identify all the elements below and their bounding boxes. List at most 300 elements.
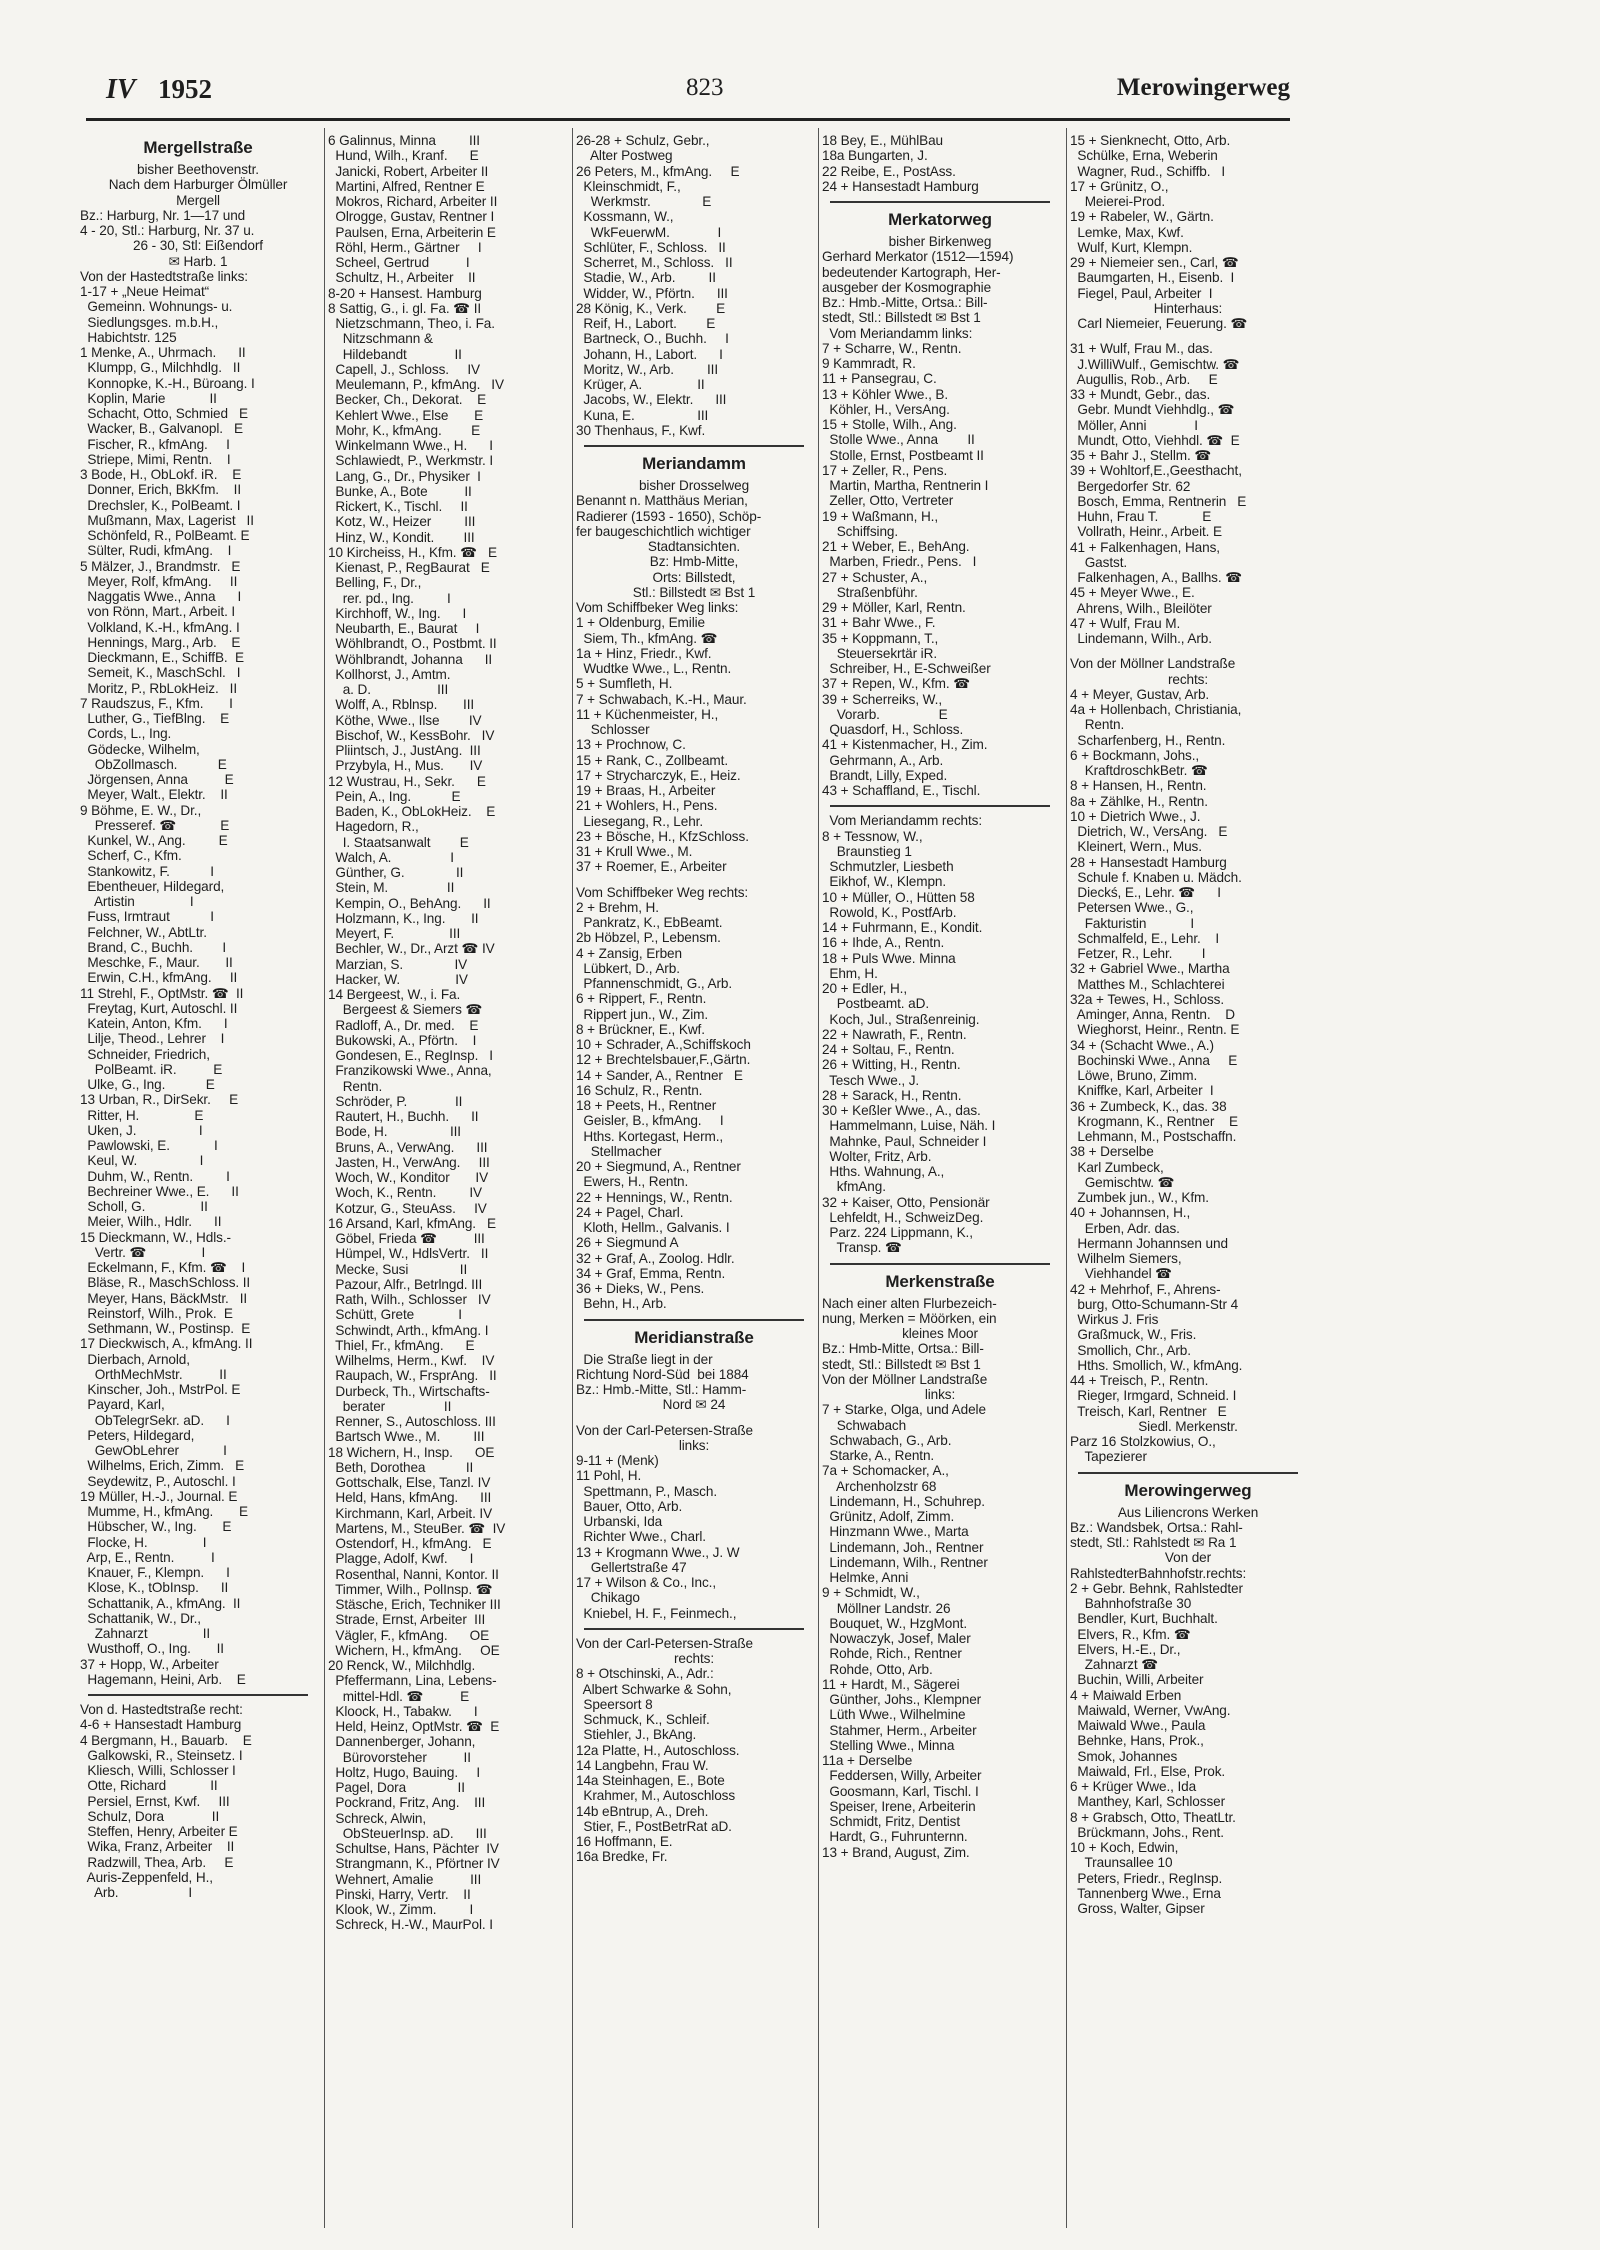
directory-entry: Pankratz, K., EbBeamt. — [576, 915, 723, 930]
directory-entry: 5 Mälzer, J., Brandmstr. E — [80, 558, 241, 574]
directory-entry: Belling, F., Dr., — [328, 575, 422, 591]
directory-entry: Vom Meriandamm rechts: — [822, 813, 983, 829]
directory-entry: Jörgensen, Anna E — [80, 772, 234, 787]
directory-entry: 10 + Koch, Edwin, — [1070, 1840, 1179, 1855]
directory-entry: Tesch Wwe., J. — [822, 1072, 920, 1088]
directory-entry: Woch, K., Rentn. IV — [328, 1185, 482, 1201]
column-2 — [328, 133, 564, 2223]
directory-entry: Postbeamt. aD. — [822, 996, 929, 1012]
spacer — [576, 875, 812, 885]
directory-entry: Stadie, W., Arb. II — [576, 270, 716, 286]
directory-entry: Falkenhagen, A., Ballhs. ☎ — [1070, 570, 1243, 585]
directory-entry: Lehfeldt, H., SchweizDeg. — [822, 1209, 984, 1225]
directory-entry: Fakturistin I — [1070, 915, 1195, 931]
directory-entry: Richtung Nord-Süd bei 1884 — [576, 1366, 749, 1382]
directory-entry: 7 Raudszus, F., Kfm. I — [80, 695, 233, 711]
directory-entry: Schneider, Friedrich, — [80, 1046, 210, 1062]
section-divider — [584, 1628, 804, 1630]
directory-entry: Chikago — [576, 1590, 640, 1606]
street-note: ✉ Harb. 1 — [168, 253, 228, 269]
directory-entry: Behnke, Hans, Prok., — [1070, 1733, 1204, 1749]
directory-entry: Klook, W., Zimm. I — [328, 1902, 474, 1917]
directory-entry: 19 + Rabeler, W., Gärtn. — [1070, 209, 1214, 225]
directory-entry: Schlüter, F., Schloss. II — [576, 239, 726, 255]
directory-entry: 7a + Schomacker, A., — [822, 1463, 949, 1479]
directory-entry: stedt, Stl.: Billstedt ✉ Bst 1 — [822, 310, 981, 326]
directory-entry: Radierer (1593 - 1650), Schöp- — [576, 508, 762, 524]
directory-entry: Bergedorfer Str. 62 — [1070, 478, 1191, 494]
directory-entry: Bouquet, W., HzgMont. — [822, 1615, 968, 1631]
directory-entry: Baden, K., ObLokHeiz. E — [328, 804, 496, 819]
directory-entry: Kempin, O., BehAng. II — [328, 895, 491, 911]
directory-entry: Zahnarzt II — [80, 1626, 211, 1641]
directory-entry: 28 König, K., Verk. E — [576, 300, 726, 316]
directory-entry: Steuersekrtär iR. — [822, 645, 937, 661]
directory-entry: 39 + Scherreiks, W., — [822, 691, 943, 707]
directory-entry: Rowold, K., PostfArb. — [822, 904, 957, 920]
directory-entry: Bahnhofstraße 30 — [1070, 1596, 1192, 1611]
directory-entry: Geisler, B., kfmAng. I — [576, 1113, 724, 1129]
directory-entry: Schmalfeld, E., Lehr. I — [1070, 930, 1220, 946]
directory-entry: 36 + Dieks, W., Pens. — [576, 1281, 705, 1296]
directory-entry: Braunstieg 1 — [822, 843, 912, 859]
directory-entry: PolBeamt. iR. E — [80, 1061, 223, 1077]
directory-entry: Vollrath, Heinr., Arbeit. E — [1070, 524, 1222, 540]
directory-entry: 10 + Müller, O., Hütten 58 — [822, 889, 975, 905]
directory-entry: Maiwald, Werner, VwAng. — [1070, 1702, 1231, 1718]
directory-entry: Hammelmann, Luise, Näh. I — [822, 1118, 996, 1134]
directory-entry: Rautert, H., Buchh. II — [328, 1109, 479, 1124]
directory-entry: 13 + Brand, August, Zim. — [822, 1844, 970, 1860]
directory-entry: Krahmer, M., Autoschloss — [576, 1788, 736, 1804]
directory-entry: 16a Bredke, Fr. — [576, 1849, 668, 1865]
directory-entry: Becker, Ch., Dekorat. E — [328, 392, 487, 408]
directory-entry: Strangmann, K., Pförtner IV — [328, 1856, 500, 1872]
directory-entry: Konnopke, K.-H., Büroang. I — [80, 375, 255, 391]
directory-entry: 4 + Meyer, Gustav, Arb. — [1070, 686, 1210, 702]
directory-entry: Speersort 8 — [576, 1696, 653, 1712]
directory-entry: 6 Galinnus, Minna III — [328, 133, 480, 148]
directory-entry: 30 Thenhaus, F., Kwf. — [576, 422, 706, 438]
directory-entry: Bunke, A., Bote II — [328, 483, 472, 499]
directory-entry: Straßenbführ. — [822, 584, 918, 600]
directory-entry: Köthe, Wwe., Ilse IV — [328, 712, 482, 728]
directory-entry: 41 + Falkenhagen, Hans, — [1070, 539, 1220, 555]
street-heading: Merkatorweg — [888, 210, 992, 229]
directory-entry: Peters, Hildegard, — [80, 1427, 195, 1443]
directory-entry: Bz.: Harburg, Nr. 1—17 und — [80, 207, 246, 223]
directory-entry: Wolter, Fritz, Arb. — [822, 1148, 932, 1164]
directory-entry: 13 + Köhler Wwe., B. — [822, 386, 949, 402]
directory-entry: Maiwald, Frl., Else, Prok. — [1070, 1763, 1226, 1779]
directory-entry: Wirkus J. Fris — [1070, 1312, 1159, 1327]
directory-entry: Gellertstraße 47 — [576, 1559, 687, 1575]
directory-entry: 1a + Hinz, Friedr., Kwf. — [576, 645, 712, 661]
directory-entry: Starke, A., Rentn. — [822, 1448, 935, 1463]
street-note: Von der — [1164, 1550, 1212, 1566]
directory-entry: Rohde, Otto, Arb. — [822, 1661, 933, 1677]
directory-entry: Speiser, Irene, Arbeiterin — [822, 1798, 976, 1814]
directory-entry: Bosch, Emma, Rentnerin E — [1070, 493, 1247, 509]
directory-entry: 35 + Koppmann, T., — [822, 630, 939, 646]
column-divider — [818, 128, 819, 2228]
directory-entry: Lindemann, Joh., Rentner — [822, 1539, 984, 1555]
spacer — [1070, 331, 1306, 341]
directory-entry: Gerhard Merkator (1512—1594) — [822, 249, 1014, 265]
directory-entry: 32 + Graf, A., Zoolog. Hdlr. — [576, 1250, 735, 1266]
column-1 — [80, 133, 316, 2223]
directory-entry: 42 + Mehrhof, F., Ahrens- — [1070, 1281, 1221, 1297]
directory-entry: 19 + Braas, H., Arbeiter — [576, 783, 716, 798]
directory-entry: 24 + Hansestadt Hamburg — [822, 178, 979, 194]
directory-entry: Uken, J. I — [80, 1122, 203, 1138]
directory-entry: Mahnke, Paul, Schneider I — [822, 1133, 987, 1149]
directory-entry: Bartsch Wwe., M. III — [328, 1429, 485, 1445]
directory-entry: Goosmann, Karl, Tischl. I — [822, 1783, 979, 1799]
directory-entry: Wudtke Wwe., L., Rentn. — [576, 661, 732, 676]
street-note: Stl.: Billstedt ✉ Bst 1 — [632, 584, 756, 600]
street-note: Siedl. Merkenstr. — [1138, 1418, 1238, 1434]
directory-entry: Koch, Jul., Straßenreinig. — [822, 1011, 980, 1027]
directory-entry: Kienast, P., RegBaurat E — [328, 560, 490, 575]
directory-entry: Gehrmann, A., Arb. — [822, 752, 944, 768]
street-note: Orts: Billstedt, — [652, 569, 736, 585]
directory-entry: 16 Arsand, Karl, kfmAng. E — [328, 1215, 496, 1231]
directory-entry: Schattanik, A., kfmAng. II — [80, 1595, 241, 1611]
directory-entry: Meyer, Hans, BäckMstr. II — [80, 1290, 248, 1306]
directory-entry: Martini, Alfred, Rentner E — [328, 178, 485, 194]
street-note: kleines Moor — [902, 1326, 978, 1341]
directory-entry: 21 + Wohlers, H., Pens. — [576, 798, 718, 814]
directory-entry: Bischof, W., KessBohr. IV — [328, 727, 495, 743]
directory-entry: Schröder, P. II — [328, 1093, 463, 1109]
street-note: rechts: — [1167, 671, 1209, 687]
directory-entry: Renner, S., Autoschloss. III — [328, 1414, 496, 1429]
directory-entry: 17 + Strycharczyk, E., Heiz. — [576, 767, 741, 783]
directory-entry: Moritz, W., Arb. III — [576, 361, 719, 377]
directory-entry: 17 + Wilson & Co., Inc., — [576, 1575, 717, 1590]
directory-entry: Kniffke, Karl, Arbeiter I — [1070, 1083, 1214, 1099]
directory-entry: 43 + Schaffland, E., Tischl. — [822, 783, 981, 798]
directory-entry: Knauer, F., Klempn. I — [80, 1565, 230, 1580]
directory-entry: Mumme, H., kfmAng. E — [80, 1504, 248, 1519]
directory-entry: Stäsche, Erich, Techniker III — [328, 1597, 501, 1612]
directory-entry: Hümpel, W., HdlsVertr. II — [328, 1246, 489, 1262]
directory-entry: 45 + Meyer Wwe., E. — [1070, 585, 1195, 601]
directory-entry: Matthes M., Schlachterei — [1070, 976, 1225, 992]
directory-entry: 7 + Scharre, W., Rentn. — [822, 340, 962, 356]
directory-entry: 20 + Siegmund, A., Rentner — [576, 1159, 741, 1174]
directory-entry: Stahmer, Herm., Arbeiter — [822, 1722, 977, 1738]
directory-entry: stedt, Stl.: Rahlstedt ✉ Ra 1 — [1070, 1535, 1237, 1550]
directory-entry: fer baugeschichtlich wichtiger — [576, 523, 751, 539]
street-note: bisher Beethovenstr. — [137, 162, 259, 177]
directory-entry: Gottschalk, Else, Tanzl. IV — [328, 1475, 491, 1490]
directory-entry: Bartneck, O., Buchh. I — [576, 331, 729, 347]
directory-entry: Wika, Franz, Arbeiter II — [80, 1839, 235, 1855]
directory-entry: Behn, H., Arb. — [576, 1296, 667, 1312]
directory-entry: Parz. 224 Lippmann, K., — [822, 1225, 973, 1240]
directory-entry: 7 + Starke, Olga, und Adele — [822, 1402, 986, 1418]
directory-entry: Rieger, Irmgard, Schneid. I — [1070, 1388, 1237, 1404]
directory-entry: Radzwill, Thea, Arb. E — [80, 1854, 234, 1870]
directory-entry: Przybyla, H., Mus. IV — [328, 758, 483, 774]
directory-entry: Schönfeld, R., PolBeamt. E — [80, 528, 250, 543]
directory-entry: Reif, H., Labort. E — [576, 316, 716, 331]
directory-entry: berater II — [328, 1398, 452, 1414]
directory-entry: OrthMechMstr. II — [80, 1366, 227, 1382]
directory-entry: Dietrich, W., VersAng. E — [1070, 824, 1228, 839]
directory-entry: 19 Müller, H.-J., Journal. E — [80, 1488, 238, 1504]
directory-entry: 30 + Keßler Wwe., A., das. — [822, 1103, 981, 1118]
directory-entry: Von der Carl-Petersen-Straße — [576, 1422, 754, 1438]
directory-entry: Stolle, Ernst, Postbeamt II — [822, 447, 984, 463]
directory-entry: 10 + Schrader, A.,Schiffskoch — [576, 1037, 751, 1052]
directory-entry: 32 + Kaiser, Otto, Pensionär — [822, 1194, 990, 1210]
directory-entry: 31 + Krull Wwe., M. — [576, 844, 693, 859]
directory-entry: Vom Schiffbeker Weg links: — [576, 600, 739, 615]
directory-entry: Quasdorf, H., Schloss. — [822, 722, 964, 737]
street-note: links: — [678, 1437, 710, 1453]
section-divider — [830, 805, 1050, 807]
column-5 — [1070, 133, 1306, 2223]
directory-entry: Bechler, W., Dr., Arzt ☎ IV — [328, 941, 495, 957]
directory-entry: 33 + Mundt, Gebr., das. — [1070, 387, 1211, 402]
directory-entry: Kinscher, Joh., MstrPol. E — [80, 1382, 241, 1397]
directory-entry: 26-28 + Schulz, Gebr., — [576, 133, 710, 148]
directory-entry: Schwabach, G., Arb. — [822, 1432, 952, 1448]
directory-entry: 17 + Grünitz, O., — [1070, 178, 1169, 194]
directory-entry: Huhn, Frau T. E — [1070, 509, 1212, 524]
directory-entry: 10 Kircheiss, H., Kfm. ☎ E — [328, 544, 497, 560]
directory-entry: Schreck, Alwin, — [328, 1810, 427, 1826]
directory-entry: Hund, Wilh., Kranf. E — [328, 148, 479, 164]
directory-entry: Sülter, Rudi, kfmAng. I — [80, 543, 232, 559]
directory-entry: Schlosser — [576, 722, 650, 737]
directory-entry: 40 + Johannsen, H., — [1070, 1205, 1191, 1221]
directory-entry: Hennings, Marg., Arb. E — [80, 634, 241, 650]
directory-entry: Traunsallee 10 — [1070, 1855, 1173, 1871]
directory-entry: 29 + Möller, Karl, Rentn. — [822, 600, 966, 615]
directory-entry: Smollich, Chr., Arb. — [1070, 1342, 1191, 1358]
directory-entry: Scharfenberg, H., Rentn. — [1070, 732, 1226, 748]
directory-entry: 18 + Peets, H., Rentner — [576, 1098, 717, 1113]
directory-entry: Mokros, Richard, Arbeiter II — [328, 194, 498, 209]
directory-entry: 10 + Dietrich Wwe., J. — [1070, 808, 1201, 824]
page-number: 823 — [686, 74, 724, 101]
directory-entry: Rickert, K., Tischl. II — [328, 499, 468, 514]
directory-entry: Kirchmann, Karl, Arbeit. IV — [328, 1505, 493, 1521]
street-heading: Meridianstraße — [634, 1327, 754, 1347]
directory-entry: Bz.: Wandsbek, Ortsa.: Rahl- — [1070, 1519, 1243, 1535]
directory-entry: 20 + Edler, H., — [822, 981, 908, 996]
directory-entry: ObTelegrSekr. aD. I — [80, 1412, 230, 1428]
directory-entry: 12 + Brechtelsbauer,F.,Gärtn. — [576, 1052, 751, 1068]
directory-entry: Held, Heinz, OptMstr. ☎ E — [328, 1719, 500, 1734]
directory-entry: Möllner Landstr. 26 — [822, 1600, 951, 1616]
directory-entry: Manthey, Karl, Schlosser — [1070, 1794, 1226, 1810]
directory-entry: Wacker, B., Galvanopl. E — [80, 421, 243, 437]
directory-entry: Keul, W. I — [80, 1153, 204, 1169]
directory-entry: Hths. Smollich, W., kfmAng. — [1070, 1357, 1243, 1373]
directory-entry: Bergeest & Siemers ☎ — [328, 1002, 483, 1018]
directory-entry: 22 Reibe, E., PostAss. — [822, 163, 956, 179]
directory-entry: Bochinski Wwe., Anna E — [1070, 1052, 1238, 1068]
directory-entry: Bukowski, A., Pförtn. I — [328, 1032, 477, 1048]
directory-entry: Archenholzstr 68 — [822, 1478, 937, 1494]
directory-entry: 2 + Brehm, H. — [576, 899, 659, 915]
directory-entry: Pazour, Alfr., Betrlngd. III — [328, 1276, 483, 1292]
directory-entry: Schacht, Otto, Schmied E — [80, 406, 248, 421]
directory-entry: Treisch, Karl, Rentner E — [1070, 1403, 1227, 1419]
street-heading: Meriandamm — [642, 454, 746, 473]
directory-entry: 13 + Krogmann Wwe., J. W — [576, 1544, 740, 1560]
directory-entry: 31 + Wulf, Frau M., das. — [1070, 341, 1213, 357]
directory-entry: Rosenthal, Nanni, Kontor. II — [328, 1566, 499, 1582]
directory-entry: Moritz, P., RbLokHeiz. II — [80, 680, 238, 696]
directory-entry: 28 + Sarack, H., Rentn. — [822, 1087, 962, 1103]
directory-entry: Zeller, Otto, Vertreter — [822, 493, 954, 509]
directory-entry: Persiel, Ernst, Kwf. III — [80, 1793, 230, 1809]
street-note: bisher Birkenweg — [888, 234, 992, 249]
directory-entry: 15 + Stolle, Wilh., Ang. — [822, 417, 957, 432]
directory-entry: Bürovorsteher II — [328, 1749, 471, 1765]
directory-entry: Von der Hastedtstraße links: — [80, 268, 248, 284]
directory-entry: Von der Möllner Landstraße — [822, 1371, 988, 1387]
directory-entry: 4a + Hollenbach, Christiania, — [1070, 702, 1242, 717]
directory-entry: 24 + Pagel, Charl. — [576, 1204, 684, 1220]
directory-entry: Feddersen, Willy, Arbeiter — [822, 1768, 982, 1784]
directory-entry: Gemischtw. ☎ — [1070, 1174, 1175, 1190]
directory-entry: Ulke, G., Ing. E — [80, 1077, 215, 1092]
directory-entry: Karl Zumbeck, — [1070, 1159, 1164, 1175]
directory-entry: 11 + Küchenmeister, H., — [576, 706, 719, 722]
directory-entry: Pawlowski, E. I — [80, 1138, 218, 1153]
directory-entry: Urbanski, Ida — [576, 1514, 663, 1529]
directory-entry: Alter Postweg — [576, 148, 673, 164]
directory-entry: 8 + Otschinski, A., Adr.: — [576, 1666, 714, 1682]
directory-entry: Carl Niemeier, Feuerung. ☎ — [1070, 316, 1248, 331]
directory-entry: Schwabach — [822, 1417, 907, 1433]
directory-entry: 2 + Gebr. Behnk, Rahlstedter — [1070, 1580, 1243, 1596]
directory-entry: Nitzschmann & — [328, 331, 433, 347]
directory-entry: Wöhlbrandt, Johanna II — [328, 651, 493, 667]
directory-entry: Kloock, H., Tabakw. I — [328, 1703, 478, 1719]
directory-entry: Schülke, Erna, Weberin — [1070, 148, 1218, 164]
directory-entry: Durbeck, Th., Wirtschafts- — [328, 1383, 490, 1399]
directory-entry: 8 + Tessnow, W., — [822, 828, 923, 844]
directory-entry: Rippert jun., W., Zim. — [576, 1006, 709, 1022]
directory-entry: Röhl, Herm., Gärtner I — [328, 239, 482, 255]
directory-entry: 13 + Prochnow, C. — [576, 737, 686, 753]
directory-entry: Marben, Friedr., Pens. I — [822, 554, 977, 570]
directory-entry: Werkmstr. E — [576, 194, 712, 209]
directory-entry: ObSteuerInsp. aD. III — [328, 1825, 487, 1841]
directory-entry: Woch, W., Konditor IV — [328, 1170, 489, 1185]
directory-entry: Meyer, Walt., Elektr. II — [80, 787, 228, 803]
directory-entry: 47 + Wulf, Frau M. — [1070, 615, 1181, 631]
directory-entry: ausgeber der Kosmographie — [822, 279, 992, 295]
directory-entry: 9 Böhme, E. W., Dr., — [80, 802, 202, 818]
directory-entry: bedeutender Kartograph, Her- — [822, 264, 1001, 280]
directory-entry: Meulemann, P., kfmAng. IV — [328, 377, 504, 392]
directory-entry: 11 + Hardt, M., Sägerei — [822, 1676, 960, 1692]
directory-entry: Erwin, C.H., kfmAng. II — [80, 970, 238, 986]
directory-entry: Ewers, H., Rentn. — [576, 1174, 689, 1190]
directory-entry: Pinski, Harry, Vertr. II — [328, 1886, 471, 1902]
directory-entry: 15 Dieckmann, W., Hdls.- — [80, 1229, 231, 1245]
directory-entry: Ebentheuer, Hildegard, — [80, 878, 225, 894]
directory-entry: Duhm, W., Rentn. I — [80, 1168, 230, 1184]
section-divider — [830, 201, 1050, 203]
directory-entry: 4-6 + Hansestadt Hamburg — [80, 1717, 242, 1733]
directory-entry: Maiwald Wwe., Paula — [1070, 1718, 1206, 1733]
spacer — [576, 1413, 812, 1423]
directory-entry: Lilje, Theod., Lehrer I — [80, 1031, 225, 1047]
directory-entry: 36 + Zumbeck, K., das. 38 — [1070, 1098, 1227, 1114]
directory-entry: Kotz, W., Heizer III — [328, 514, 476, 530]
directory-entry: Lindemann, Wilh., Arb. — [1070, 631, 1212, 646]
directory-entry: Timmer, Wilh., PolInsp. ☎ — [328, 1581, 493, 1597]
directory-entry: Klumpp, G., Milchhdlg. II — [80, 360, 241, 376]
directory-entry: Löwe, Bruno, Zimm. — [1070, 1068, 1198, 1083]
directory-entry: 29 + Niemeier sen., Carl, ☎ — [1070, 255, 1239, 270]
directory-entry: Krüger, A. II — [576, 377, 705, 392]
directory-entry: Smok, Johannes — [1070, 1748, 1178, 1764]
column-divider — [1066, 128, 1067, 2228]
directory-entry: Kunkel, W., Ang. E — [80, 833, 228, 848]
directory-entry: Dieckmann, E., SchiffB. E — [80, 650, 244, 665]
directory-entry: 24 + Soltau, F., Rentn. — [822, 1042, 955, 1057]
directory-entry: Mecke, Susi II — [328, 1261, 468, 1277]
directory-entry: 32a + Tewes, H., Schloss. — [1070, 991, 1225, 1007]
directory-entry: Albert Schwarke & Sohn, — [576, 1681, 732, 1697]
directory-entry: Bz.: Hmb-Mitte, Ortsa.: Bill- — [822, 1341, 984, 1357]
directory-entry: 11 Pohl, H. — [576, 1468, 642, 1484]
directory-entry: Eckelmann, F., Kfm. ☎ I — [80, 1260, 246, 1275]
directory-entry: Stier, F., PostBetrRat aD. — [576, 1818, 732, 1834]
directory-entry: GewObLehrer I — [80, 1443, 227, 1458]
street-note: Stadtansichten. — [647, 539, 741, 554]
directory-entry: 12 Wustrau, H., Sekr. E — [328, 773, 486, 789]
directory-entry: Schütt, Grete I — [328, 1307, 462, 1323]
directory-entry: Lübkert, D., Arb. — [576, 960, 680, 976]
directory-entry: Wolff, A., Rblnsp. III — [328, 697, 475, 713]
directory-entry: 41 + Kistenmacher, H., Zim. — [822, 737, 988, 753]
directory-entry: 18 + Puls Wwe. Minna — [822, 950, 956, 966]
directory-entry: 8 Sattig, G., i. gl. Fa. ☎ II — [328, 300, 482, 316]
directory-entry: Göbel, Frieda ☎ III — [328, 1231, 485, 1246]
directory-entry: Stankowitz, F. I — [80, 863, 214, 879]
directory-entry: Brandt, Lilly, Exped. — [822, 767, 948, 783]
directory-entry: Auris-Zeppenfeld, H., — [80, 1869, 213, 1885]
directory-entry: 8 + Grabsch, Otto, TheatLtr. — [1070, 1809, 1236, 1825]
directory-entry: Schmidt, Fritz, Dentist — [822, 1814, 960, 1829]
directory-entry: Mußmann, Max, Lagerist II — [80, 512, 254, 528]
directory-entry: Transp. ☎ — [822, 1240, 902, 1256]
directory-entry: Kirchhoff, W., Ing. I — [328, 605, 467, 621]
directory-entry: Payard, Karl, — [80, 1397, 165, 1413]
directory-entry: Schwindt, Arth., kfmAng. I — [328, 1322, 489, 1338]
directory-entry: 11 + Pansegrau, C. — [822, 371, 937, 387]
directory-entry: Günther, Johs., Klempner — [822, 1692, 982, 1707]
directory-entry: Kleinschmidt, F., — [576, 178, 681, 194]
directory-entry: 35 + Bahr J., Stellm. ☎ — [1070, 448, 1212, 463]
directory-entry: Wulf, Kurt, Klempn. — [1070, 239, 1193, 255]
directory-entry: Brand, C., Buchh. I — [80, 939, 227, 955]
directory-entry: Rentn. — [1070, 717, 1125, 733]
directory-entry: 7 + Schwabach, K.-H., Maur. — [576, 691, 747, 707]
